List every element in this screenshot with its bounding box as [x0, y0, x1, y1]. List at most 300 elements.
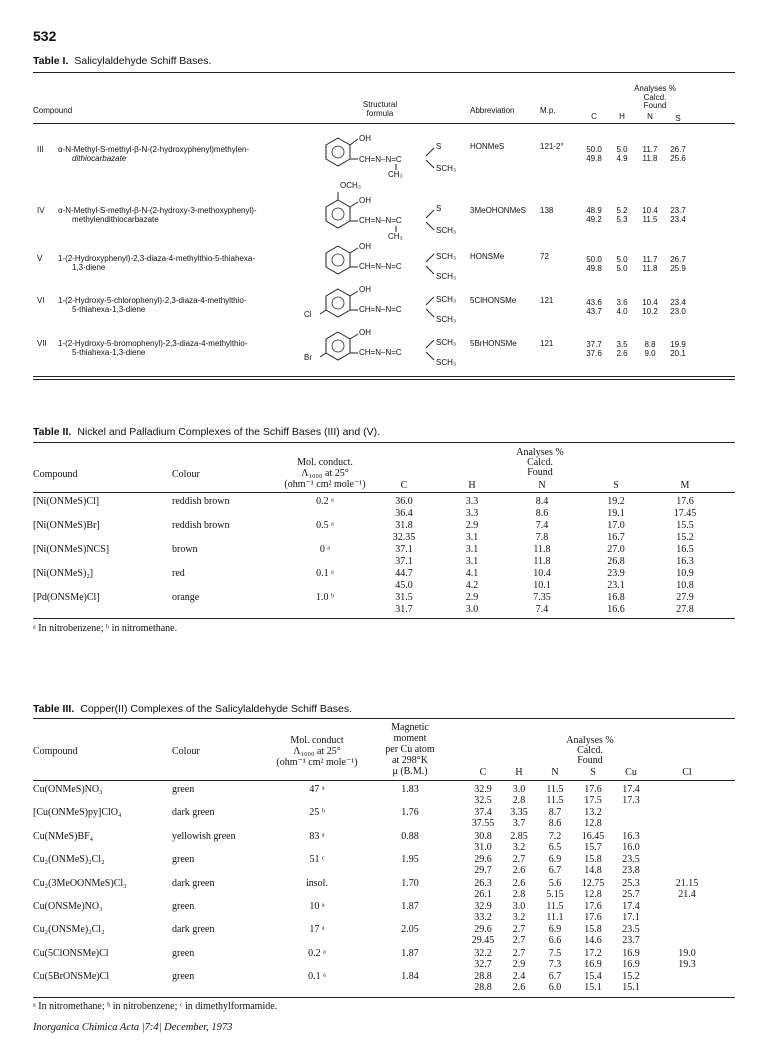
t3-s: 17.6 [584, 784, 602, 795]
t2-s: 16.7 [607, 532, 625, 543]
sch3-label: SCH₃ [436, 338, 457, 347]
t2-m: 10.8 [676, 580, 694, 591]
t2-cond: 1.0 ᵇ [315, 592, 335, 603]
sch3-label: SCH₃ [436, 226, 457, 235]
t1-row-mp: 72 [540, 252, 549, 261]
t3-mu: 1.83 [401, 784, 419, 795]
t1-found-h: 5.3 [616, 215, 628, 224]
t2-compound: [Pd(ONSMe)Cl] [33, 592, 100, 603]
t3-c: 32.7 [474, 959, 492, 970]
t1-h-structural: Structural [362, 100, 398, 109]
t1-h-compound: Compound [33, 106, 73, 115]
t1-calc-s: 23.4 [670, 298, 686, 307]
s-label: S [436, 204, 442, 213]
chain-label: CH=N–N=C [359, 262, 402, 271]
t1-row-name: 1-(2-Hydroxy-5-chlorophenyl)-2,3-diaza-4-methylthio- [58, 296, 247, 305]
t3-h: 2.6 [512, 865, 526, 876]
table2-top-rule [33, 442, 735, 443]
t3-colour: green [172, 854, 195, 865]
t3-h: 3.2 [512, 842, 526, 853]
t2-c: 37.1 [395, 544, 413, 555]
t1-calc-n: 10.4 [642, 206, 658, 215]
t2-h: 4.2 [465, 580, 479, 591]
t3-s: 15.8 [584, 924, 602, 935]
t2-n: 7.35 [533, 592, 551, 603]
t3-colour: dark green [172, 807, 215, 818]
t3-h-cond3: (ohm⁻¹ cm² mole⁻¹) [276, 757, 358, 768]
t2-m: 27.9 [676, 592, 694, 603]
sch3-label: SCH₃ [436, 164, 457, 173]
t1-found-s: 20.1 [670, 349, 686, 358]
t1-calc-h: 3.6 [616, 298, 628, 307]
t3-s: 12.75 [581, 878, 605, 889]
t2-n: 11.8 [533, 556, 551, 567]
t3-cond: 0.1 ᵃ [308, 971, 326, 982]
t1-row-abbr: 5BrHONSMe [470, 339, 517, 348]
t3-mu: 2.05 [401, 924, 419, 935]
t2-compound: [Ni(ONMeS)Br] [33, 520, 100, 531]
t2-m: 17.45 [673, 508, 697, 519]
sch3-label: SCH₃ [436, 358, 457, 367]
t3-c: 26.3 [474, 878, 492, 889]
t3-n: 11.5 [546, 795, 564, 806]
t3-cond: 0.2 ᵃ [308, 948, 326, 959]
t1-row-name2: 1,3-diene [72, 263, 106, 272]
t3-c: 37.55 [471, 818, 495, 829]
t2-h-cond3: (ohm⁻¹ cm² mole⁻¹) [284, 479, 366, 490]
t2-h-found: Found [527, 467, 553, 478]
t3-s: 16.9 [584, 959, 602, 970]
t1-row-no: V [37, 254, 43, 263]
table3-bottom-rule [33, 997, 735, 998]
t3-h-mag2: moment [393, 733, 427, 744]
t3-mu: 1.87 [401, 948, 419, 959]
t3-c: 29.6 [474, 924, 492, 935]
table2-title: Nickel and Palladium Complexes of the Schiff Bases (III) and (V). [77, 426, 381, 438]
ch3-label: CH₃ [388, 170, 403, 179]
t3-s: 15.1 [584, 982, 602, 993]
t1-calc-n: 11.7 [642, 255, 658, 264]
t2-cond: 0.5 ᵃ [316, 520, 334, 531]
t3-cu: 17.1 [622, 912, 640, 923]
t3-compound: Cu₂(ONSMe)₂Cl₂ [33, 924, 105, 935]
t3-cond: 25 ᵇ [309, 807, 325, 818]
t2-c: 36.4 [395, 508, 413, 519]
t3-colour: dark green [172, 878, 215, 889]
t1-calc-h: 5.0 [616, 145, 628, 154]
t3-cu: 23.8 [622, 865, 640, 876]
t2-h: 3.1 [465, 544, 479, 555]
table2-header-rule [33, 492, 735, 493]
t3-c: 37.4 [474, 807, 492, 818]
t3-h: 2.7 [512, 854, 526, 865]
table3-title: Copper(II) Complexes of the Salicylaldehyde Schiff Bases. [80, 703, 353, 715]
t1-found-c: 49.8 [586, 154, 602, 163]
t2-n: 7.8 [535, 532, 549, 543]
t2-c: 31.5 [395, 592, 413, 603]
t3-cu: 17.4 [622, 901, 640, 912]
t1-row-no: VI [37, 296, 45, 305]
t3-h: 2.6 [512, 878, 526, 889]
t3-n: 7.2 [548, 831, 562, 842]
t3-cu: 16.3 [622, 831, 640, 842]
t2-h-s: S [613, 480, 619, 491]
t1-found-n: 11.8 [642, 154, 658, 163]
t3-compound: Cu₂(ONMeS)₂Cl₂ [33, 854, 105, 865]
t1-h-h: H [619, 112, 625, 121]
t3-cond: 47 ᵃ [309, 784, 325, 795]
t3-compound: Cu(ONSMe)NO₃ [33, 901, 103, 912]
t3-colour: green [172, 948, 195, 959]
t2-c: 31.7 [395, 604, 413, 615]
t1-row-abbr: 3MeOHONMeS [470, 206, 527, 215]
t1-calc-c: 50.0 [586, 145, 602, 154]
t2-h-c: C [400, 480, 408, 491]
t3-c: 29.7 [474, 865, 492, 876]
page-number: 532 [33, 28, 57, 44]
t3-h: 2.9 [512, 959, 526, 970]
t2-c: 45.0 [395, 580, 413, 591]
t3-cu: 15.2 [622, 971, 640, 982]
t3-compound: Cu(5ClONSMe)Cl [33, 948, 109, 959]
t3-cu: 23.5 [622, 854, 640, 865]
t2-cond: 0.1 ᵃ [316, 568, 334, 579]
table1-top-rule [33, 72, 735, 73]
t1-calc-c: 50.0 [586, 255, 602, 264]
t1-row-name: α-N-Methyl-S-methyl-β-N-(2-hydroxyphenyl)methylen- [58, 145, 250, 154]
t1-h-formula: formula [366, 109, 394, 118]
t2-n: 8.4 [535, 496, 549, 507]
t2-s: 27.0 [607, 544, 625, 555]
t2-h-calcd: Calcd. [527, 457, 553, 468]
t1-found-s: 25.6 [670, 154, 686, 163]
table1-title: Salicylaldehyde Schiff Bases. [74, 55, 212, 67]
t1-h-calcd: Calcd. [643, 93, 667, 102]
t1-calc-s: 26.7 [670, 145, 686, 154]
table1-bottom-rule2 [33, 379, 735, 380]
t2-h: 3.0 [465, 604, 479, 615]
t1-h-abbr: Abbreviation [470, 106, 515, 115]
t3-h: 3.0 [512, 901, 526, 912]
t1-found-h: 4.9 [616, 154, 628, 163]
t1-h-n: N [647, 112, 653, 121]
t3-h: 3.7 [512, 818, 526, 829]
t1-found-c: 43.7 [586, 307, 602, 316]
t1-row-name2: dithiocarbazate [72, 154, 127, 163]
t3-n: 5.6 [548, 878, 562, 889]
t3-h-cl: Cl [682, 767, 692, 778]
t3-s: 12.8 [584, 818, 602, 829]
t2-h: 4.1 [465, 568, 479, 579]
t2-compound: [Ni(ONMeS)NCS] [33, 544, 110, 555]
t2-n: 11.8 [533, 544, 551, 555]
t2-h-m: M [680, 480, 690, 491]
t3-h: 2.7 [512, 924, 526, 935]
oh-label: OH [359, 134, 371, 143]
t1-row-mp: 121 [540, 339, 554, 348]
t3-h: 2.6 [512, 982, 526, 993]
t3-n: 6.7 [548, 971, 562, 982]
t2-s: 17.0 [607, 520, 625, 531]
t3-h: 2.8 [512, 795, 526, 806]
t3-cl: 19.0 [678, 948, 696, 959]
t3-s: 16.45 [581, 831, 605, 842]
t3-n: 11.5 [546, 784, 564, 795]
table1-header-rule [33, 123, 735, 124]
t2-m: 16.3 [676, 556, 694, 567]
table1-label: Table I. [33, 55, 69, 67]
t1-h-mp: M.p. [540, 106, 556, 115]
t2-c: 31.8 [395, 520, 413, 531]
t3-c: 33.2 [474, 912, 492, 923]
t1-row-abbr: HONMeS [470, 142, 505, 151]
t3-n: 6.5 [548, 842, 562, 853]
t3-s: 15.4 [584, 971, 602, 982]
t3-n: 6.9 [548, 854, 562, 865]
t3-h-mag4: at 298°K [392, 755, 428, 766]
t3-colour: green [172, 784, 195, 795]
t3-cond: insol. [306, 878, 328, 889]
chain-label: CH=N–N=C [359, 348, 402, 357]
t3-h-mag1: Magnetic [391, 722, 429, 733]
t1-found-n: 10.2 [642, 307, 658, 316]
t1-found-s: 23.4 [670, 215, 686, 224]
t2-c: 37.1 [395, 556, 413, 567]
sch3-label: SCH₃ [436, 295, 457, 304]
t1-h-c: C [591, 112, 597, 121]
t3-h-c: C [479, 767, 487, 778]
t3-s: 13.2 [584, 807, 602, 818]
t3-h-cu: Cu [625, 767, 637, 778]
t3-s: 17.6 [584, 901, 602, 912]
t2-colour: red [172, 568, 185, 579]
table3-label: Table III. [33, 703, 75, 715]
t2-colour: reddish brown [172, 496, 230, 507]
t3-mu: 0.88 [401, 831, 419, 842]
br-label: Br [304, 353, 312, 362]
t1-row-mp: 121 [540, 296, 554, 305]
t2-n: 7.4 [535, 604, 549, 615]
t3-n: 8.6 [548, 818, 562, 829]
t2-h: 2.9 [465, 592, 479, 603]
t2-m: 16.5 [676, 544, 694, 555]
t2-h: 3.1 [465, 556, 479, 567]
t3-mu: 1.76 [401, 807, 419, 818]
t3-h: 2.4 [512, 971, 526, 982]
t3-h-mag3: per Cu atom [385, 744, 435, 755]
t3-cu: 16.9 [622, 959, 640, 970]
t3-n: 7.3 [548, 959, 562, 970]
t3-mu: 1.70 [401, 878, 419, 889]
t1-found-h: 4.0 [616, 307, 628, 316]
t1-row-no: III [37, 145, 44, 154]
t3-c: 32.2 [474, 948, 492, 959]
t3-compound: Cu(NMeS)BF₄ [33, 831, 94, 842]
t2-h-analyses: Analyses % [516, 447, 564, 458]
t2-colour: brown [172, 544, 198, 555]
t2-s: 26.8 [607, 556, 625, 567]
t3-s: 17.6 [584, 912, 602, 923]
t3-colour: dark green [172, 924, 215, 935]
t3-compound: Cu₂(3MeOONMeS)Cl₃ [33, 878, 127, 889]
t3-cu: 17.3 [622, 795, 640, 806]
t3-c: 26.1 [474, 889, 492, 900]
sch3-label: SCH₃ [436, 315, 457, 324]
t3-cl: 21.4 [678, 889, 696, 900]
t3-h: 2.7 [512, 948, 526, 959]
chain-label: CH=N–N=C [359, 216, 402, 225]
t1-row-abbr: HONSMe [470, 252, 505, 261]
t1-calc-c: 48.9 [586, 206, 602, 215]
t2-colour: orange [172, 592, 200, 603]
sch3-label: SCH₃ [436, 252, 457, 261]
t1-row-mp: 138 [540, 206, 554, 215]
t3-colour: green [172, 901, 195, 912]
t3-n: 5.15 [546, 889, 564, 900]
t2-h-colour: Colour [172, 469, 200, 480]
t1-found-h: 5.0 [616, 264, 628, 273]
t2-m: 10.9 [676, 568, 694, 579]
t2-h-cond1: Mol. conduct. [297, 457, 353, 468]
t2-h: 3.3 [465, 496, 479, 507]
t3-cu: 16.0 [622, 842, 640, 853]
t1-calc-h: 5.2 [616, 206, 628, 215]
t1-row-name: 1-(2-Hydroxy-5-bromophenyl)-2,3-diaza-4-methylthio- [58, 339, 248, 348]
t1-found-s: 23.0 [670, 307, 686, 316]
table1-caption [33, 55, 211, 67]
t2-n: 10.1 [533, 580, 551, 591]
oh-label: OH [359, 285, 371, 294]
t2-s: 16.6 [607, 604, 625, 615]
t2-compound: [Ni(ONMeS)Cl] [33, 496, 100, 507]
t3-h-found: Found [577, 755, 603, 766]
t3-cu: 25.3 [622, 878, 640, 889]
t2-h-compound: Compound [33, 469, 78, 480]
t3-cl: 21.15 [675, 878, 699, 889]
t3-h: 2.8 [512, 889, 526, 900]
t1-found-c: 49.2 [586, 215, 602, 224]
t1-row-no: IV [37, 206, 45, 215]
t1-row-name2: 5-thiahexa-1,3-diene [72, 305, 146, 314]
t1-row-mp: 121-2° [540, 142, 564, 151]
t2-h: 3.1 [465, 532, 479, 543]
t3-cu: 17.4 [622, 784, 640, 795]
t3-cond: 10 ᵃ [309, 901, 325, 912]
t2-cond: 0.2 ᵃ [316, 496, 334, 507]
t1-h-analyses: Analyses % [634, 84, 676, 93]
t2-colour: reddish brown [172, 520, 230, 531]
table3-header-rule [33, 780, 735, 781]
t3-h: 3.0 [512, 784, 526, 795]
t1-calc-c: 37.7 [586, 340, 602, 349]
t2-h-cond2: Λ₁₀₀₀ at 25° [301, 468, 349, 479]
t3-h-calcd: Calcd. [577, 745, 603, 756]
t3-s: 14.6 [584, 935, 602, 946]
journal-footer: Inorganica Chimica Acta |7:4| December, 1973 [33, 1022, 233, 1033]
table3-caption [33, 703, 352, 715]
t3-colour: green [172, 971, 195, 982]
table2-caption [33, 426, 380, 438]
t3-n: 6.7 [548, 865, 562, 876]
t3-h-colour: Colour [172, 746, 200, 757]
t3-h-s: S [590, 767, 596, 778]
t3-n: 7.5 [548, 948, 562, 959]
table1-bottom-rule [33, 376, 735, 377]
t2-m: 15.5 [676, 520, 694, 531]
t3-compound: Cu(ONMeS)NO₃ [33, 784, 103, 795]
t3-cu: 16.9 [622, 948, 640, 959]
chain-label: CH=N–N=C [359, 305, 402, 314]
t3-s: 17.2 [584, 948, 602, 959]
t3-h-mag5: μ (B.M.) [392, 766, 428, 777]
t3-cond: 17 ᵃ [309, 924, 325, 935]
t3-s: 15.7 [584, 842, 602, 853]
t3-n: 8.7 [548, 807, 562, 818]
t3-mu: 1.95 [401, 854, 419, 865]
t1-found-c: 49.8 [586, 264, 602, 273]
t2-c: 32.35 [392, 532, 416, 543]
t1-found-n: 11.8 [642, 264, 658, 273]
t1-found-n: 11.5 [642, 215, 658, 224]
t3-c: 29.6 [474, 854, 492, 865]
sch3-label: SCH₃ [436, 272, 457, 281]
t3-mu: 1.84 [401, 971, 419, 982]
t3-s: 12.8 [584, 889, 602, 900]
t3-s: 15.8 [584, 854, 602, 865]
t3-s: 14.8 [584, 865, 602, 876]
t3-colour: yellowish green [172, 831, 236, 842]
t3-h-compound: Compound [33, 746, 78, 757]
t2-s: 23.9 [607, 568, 625, 579]
t3-h-analyses: Analyses % [566, 735, 614, 746]
t2-h: 3.3 [465, 508, 479, 519]
t2-h-n: N [538, 480, 546, 491]
t3-c: 32.9 [474, 901, 492, 912]
t2-m: 27.8 [676, 604, 694, 615]
cl-label: Cl [304, 310, 312, 319]
t3-h-n: N [551, 767, 559, 778]
t1-calc-s: 23.7 [670, 206, 686, 215]
t1-calc-n: 10.4 [642, 298, 658, 307]
t3-h: 3.35 [510, 807, 528, 818]
t3-cl: 19.3 [678, 959, 696, 970]
t1-row-name2: 5-thiahexa-1,3-diene [72, 348, 146, 357]
ch3-label: CH₃ [388, 232, 403, 241]
t3-n: 11.5 [546, 901, 564, 912]
t1-calc-h: 5.0 [616, 255, 628, 264]
t1-found-s: 25.9 [670, 264, 686, 273]
t2-n: 10.4 [533, 568, 551, 579]
t3-cu: 23.5 [622, 924, 640, 935]
table2-bottom-rule [33, 618, 735, 619]
t3-h-cond2: Λ₁₀₀₀ at 25° [293, 746, 341, 757]
t3-compound: [Cu(ONMeS)py]ClO₄ [33, 807, 122, 818]
t1-h-s: S [675, 114, 681, 123]
t1-row-name: 1-(2-Hydroxyphenyl)-2,3-diaza-4-methylthio-5-thiahexa- [58, 254, 255, 263]
t2-m: 17.6 [676, 496, 694, 507]
t3-mu: 1.87 [401, 901, 419, 912]
t2-s: 23.1 [607, 580, 625, 591]
table2-footnote: ᵃ In nitrobenzene; ᵇ in nitromethane. [33, 623, 178, 634]
t2-s: 16.8 [607, 592, 625, 603]
t2-h-h: H [468, 480, 476, 491]
t2-cond: 0 ᵃ [319, 544, 331, 555]
s-label: S [436, 142, 442, 151]
t3-s: 17.5 [584, 795, 602, 806]
t3-c: 32.5 [474, 795, 492, 806]
t2-m: 15.2 [676, 532, 694, 543]
t3-h: 2.85 [510, 831, 528, 842]
